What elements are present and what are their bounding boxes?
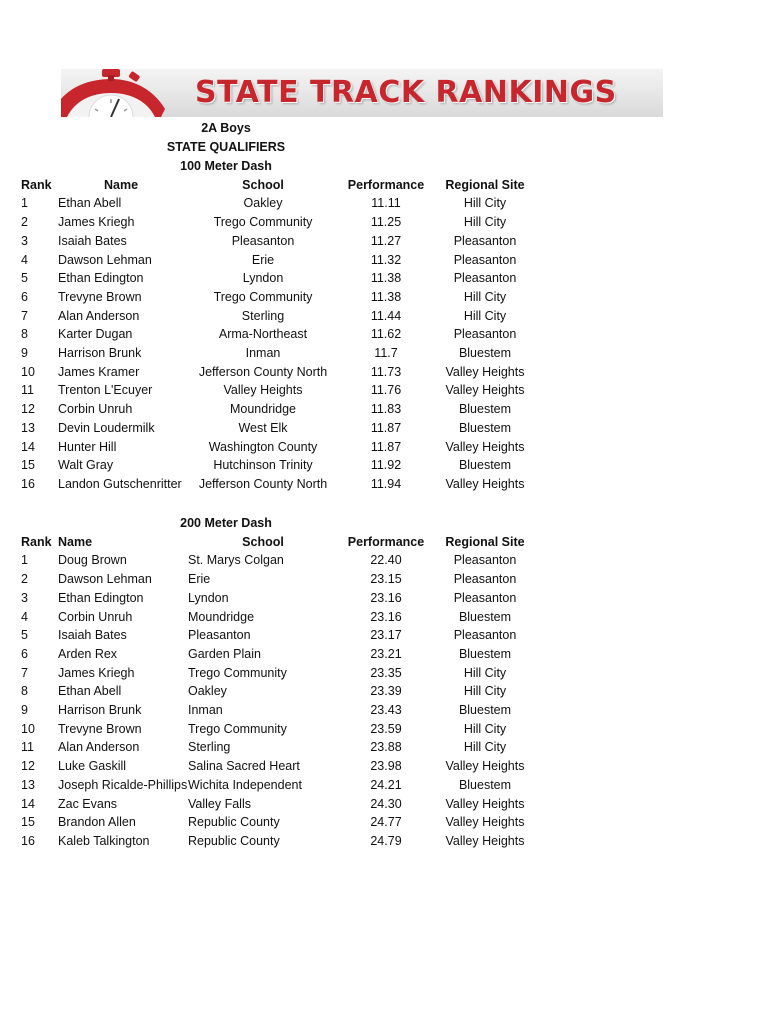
event-title: 100 Meter Dash: [180, 159, 272, 173]
column-header-performance: Performance: [347, 177, 425, 192]
cell-regional-site: Bluestem: [458, 458, 512, 473]
cell-regional-site: Bluestem: [458, 646, 512, 661]
cell-regional-site: Bluestem: [458, 777, 512, 792]
cell-rank: 11: [21, 383, 34, 398]
table-row: [0, 419, 768, 438]
cell-school: Trego Community: [188, 665, 287, 680]
table-row: [0, 232, 768, 251]
cell-school: Arma-Northeast: [218, 327, 308, 342]
cell-school: Moundridge: [188, 609, 255, 624]
cell-name: Ethan Abell: [58, 684, 122, 699]
cell-rank: 7: [21, 308, 28, 323]
cell-name: Ethan Abell: [58, 196, 122, 211]
cell-school: Trego Community: [213, 289, 313, 304]
cell-rank: 13: [21, 777, 35, 792]
table-header: [0, 176, 768, 195]
cell-name: James Kriegh: [58, 665, 135, 680]
cell-regional-site: Valley Heights: [445, 815, 525, 830]
table-row: [0, 776, 768, 795]
cell-rank: 1: [21, 553, 28, 568]
table-row: [0, 325, 768, 344]
column-header-rank: Rank: [21, 534, 52, 549]
cell-regional-site: Valley Heights: [445, 796, 525, 811]
cell-rank: 13: [21, 420, 35, 435]
cell-regional-site: Bluestem: [458, 703, 512, 717]
cell-regional-site: Hill City: [463, 721, 507, 736]
cell-performance: 11.76: [370, 383, 402, 398]
cell-rank: 2: [21, 572, 28, 587]
cell-rank: 2: [21, 215, 28, 230]
cell-school: Jefferson County North: [198, 364, 328, 379]
cell-performance: 23.16: [370, 590, 402, 605]
cell-performance: 11.94: [370, 476, 402, 491]
table-row: [0, 608, 768, 627]
cell-name: Dawson Lehman: [58, 572, 152, 587]
cell-name: Doug Brown: [58, 553, 127, 568]
cell-regional-site: Pleasanton: [453, 572, 517, 587]
cell-performance: 23.43: [370, 703, 402, 717]
cell-rank: 3: [21, 590, 28, 605]
event-title: 200 Meter Dash: [180, 516, 272, 530]
cell-name: Landon Gutschenritter: [58, 476, 182, 491]
table-row: [0, 551, 768, 570]
cell-regional-site: Valley Heights: [445, 476, 525, 491]
cell-performance: 11.25: [370, 215, 402, 230]
qualifiers-heading: STATE QUALIFIERS: [166, 140, 286, 154]
cell-name: James Kriegh: [58, 215, 135, 230]
table-row: [0, 288, 768, 307]
cell-regional-site: Hill City: [463, 665, 507, 680]
table-row: [0, 456, 768, 475]
cell-regional-site: Pleasanton: [453, 271, 517, 286]
cell-rank: 4: [21, 252, 28, 267]
cell-name: James Kramer: [58, 364, 140, 379]
cell-school: Garden Plain: [188, 646, 261, 661]
cell-performance: 11.87: [370, 439, 402, 454]
cell-school: Oakley: [188, 684, 227, 699]
column-header-regional-site: Regional Site: [445, 534, 525, 549]
cell-regional-site: Bluestem: [458, 346, 512, 360]
table-row: [0, 381, 768, 400]
table-header: [0, 533, 768, 552]
table-row: [0, 701, 768, 720]
table-row: [0, 251, 768, 270]
cell-rank: 8: [21, 684, 28, 699]
cell-rank: 6: [21, 289, 28, 304]
cell-rank: 12: [21, 759, 35, 774]
column-header-name: Name: [103, 177, 139, 192]
table-row: [0, 269, 768, 288]
table-row: [0, 570, 768, 589]
cell-rank: 15: [21, 815, 35, 830]
cell-rank: 10: [21, 364, 35, 379]
cell-name: Luke Gaskill: [58, 759, 127, 774]
table-row: [0, 400, 768, 419]
column-header-regional-site: Regional Site: [445, 177, 525, 192]
cell-regional-site: Valley Heights: [445, 364, 525, 379]
division-heading: 2A Boys: [201, 121, 251, 135]
cell-school: Inman: [188, 703, 223, 717]
column-header-name: Name: [58, 534, 93, 549]
cell-school: Moundridge: [229, 402, 297, 417]
cell-name: Arden Rex: [58, 646, 118, 661]
table-row: [0, 757, 768, 776]
cell-school: St. Marys Colgan: [188, 553, 284, 568]
cell-school: Lyndon: [242, 271, 284, 286]
cell-rank: 14: [21, 439, 35, 454]
cell-regional-site: Hill City: [463, 196, 507, 211]
cell-regional-site: Pleasanton: [453, 553, 517, 568]
cell-performance: 22.40: [370, 553, 402, 568]
cell-performance: 23.88: [370, 740, 402, 755]
cell-rank: 9: [21, 346, 28, 360]
cell-performance: 23.98: [370, 759, 402, 774]
cell-name: Trevyne Brown: [58, 289, 142, 304]
cell-name: Trevyne Brown: [58, 721, 142, 736]
cell-school: Trego Community: [213, 215, 313, 230]
cell-name: Isaiah Bates: [58, 628, 127, 643]
cell-school: Erie: [188, 572, 211, 587]
cell-school: Oakley: [243, 196, 283, 211]
cell-performance: 23.21: [370, 646, 402, 661]
cell-name: Isaiah Bates: [58, 233, 127, 248]
table-row: [0, 363, 768, 382]
cell-regional-site: Bluestem: [458, 420, 512, 435]
cell-rank: 7: [21, 665, 28, 680]
column-header-school: School: [242, 534, 284, 549]
table-row: [0, 795, 768, 814]
cell-regional-site: Pleasanton: [453, 628, 517, 643]
stopwatch-icon: [61, 69, 171, 117]
cell-performance: 11.32: [370, 252, 402, 267]
cell-regional-site: Pleasanton: [453, 252, 517, 267]
cell-school: Republic County: [188, 815, 280, 830]
table-row: [0, 682, 768, 701]
table-row: [0, 344, 768, 363]
cell-performance: 23.15: [370, 572, 402, 587]
column-header-rank: Rank: [21, 177, 52, 192]
table-row: [0, 832, 768, 851]
table-row: [0, 213, 768, 232]
cell-performance: 11.83: [370, 402, 402, 417]
cell-name: Harrison Brunk: [58, 703, 142, 717]
cell-name: Ethan Edington: [58, 590, 144, 605]
cell-rank: 5: [21, 628, 28, 643]
cell-performance: 24.79: [370, 833, 402, 848]
cell-name: Zac Evans: [58, 796, 118, 811]
table-row: [0, 626, 768, 645]
cell-rank: 6: [21, 646, 28, 661]
cell-performance: 24.77: [370, 815, 402, 830]
cell-school: Salina Sacred Heart: [188, 759, 300, 774]
column-header-school: School: [242, 177, 284, 192]
cell-name: Alan Anderson: [58, 308, 140, 323]
table-row: [0, 307, 768, 326]
cell-performance: 11.38: [370, 289, 402, 304]
cell-regional-site: Hill City: [463, 740, 507, 755]
cell-performance: 11.27: [370, 233, 402, 248]
cell-rank: 11: [21, 740, 34, 755]
cell-rank: 16: [21, 476, 35, 491]
cell-regional-site: Pleasanton: [453, 327, 517, 342]
cell-school: Lyndon: [188, 590, 229, 605]
column-header-performance: Performance: [347, 534, 425, 549]
cell-rank: 4: [21, 609, 28, 624]
table-row: [0, 813, 768, 832]
cell-name: Joseph Ricalde-Phillips: [58, 777, 188, 792]
banner-title: STATE TRACK RANKINGS: [195, 75, 617, 110]
cell-regional-site: Valley Heights: [445, 759, 525, 774]
cell-rank: 15: [21, 458, 35, 473]
cell-regional-site: Hill City: [463, 684, 507, 699]
cell-performance: 23.16: [370, 609, 402, 624]
cell-rank: 3: [21, 233, 28, 248]
cell-performance: 11.38: [370, 271, 402, 286]
cell-rank: 9: [21, 703, 28, 717]
cell-school: Erie: [251, 252, 275, 267]
cell-regional-site: Valley Heights: [445, 439, 525, 454]
table-row: [0, 438, 768, 457]
cell-name: Trenton L'Ecuyer: [58, 383, 153, 398]
table-row: [0, 475, 768, 494]
cell-school: Sterling: [241, 308, 285, 323]
cell-performance: 24.21: [370, 777, 402, 792]
cell-performance: 11.87: [370, 420, 402, 435]
cell-school: Sterling: [188, 740, 231, 755]
table-row: [0, 589, 768, 608]
cell-rank: 10: [21, 721, 35, 736]
cell-name: Dawson Lehman: [58, 252, 152, 267]
cell-name: Alan Anderson: [58, 740, 140, 755]
cell-school: Hutchinson Trinity: [213, 458, 313, 473]
cell-school: Wichita Independent: [188, 777, 302, 792]
cell-performance: 23.17: [370, 628, 402, 643]
cell-rank: 16: [21, 833, 35, 848]
cell-performance: 11.11: [371, 196, 401, 211]
cell-school: Washington County: [208, 439, 318, 454]
cell-performance: 11.44: [370, 308, 402, 323]
table-row: [0, 738, 768, 757]
cell-rank: 12: [21, 402, 35, 417]
cell-name: Brandon Allen: [58, 815, 136, 830]
cell-performance: 11.92: [370, 458, 402, 473]
cell-regional-site: Bluestem: [458, 402, 512, 417]
cell-name: Harrison Brunk: [58, 346, 142, 360]
table-row: [0, 194, 768, 213]
cell-school: Inman: [245, 346, 281, 360]
cell-name: Walt Gray: [58, 458, 114, 473]
cell-school: Valley Falls: [188, 796, 251, 811]
cell-school: Valley Heights: [223, 383, 303, 398]
cell-regional-site: Hill City: [463, 289, 507, 304]
cell-performance: 23.35: [370, 665, 402, 680]
cell-school: Pleasanton: [231, 233, 295, 248]
cell-regional-site: Hill City: [463, 215, 507, 230]
cell-name: Kaleb Talkington: [58, 833, 150, 848]
cell-school: Jefferson County North: [198, 476, 328, 491]
cell-regional-site: Hill City: [463, 308, 507, 323]
banner: [61, 69, 663, 117]
cell-name: Ethan Edington: [58, 271, 144, 286]
table-row: [0, 664, 768, 683]
cell-performance: 24.30: [370, 796, 402, 811]
cell-name: Karter Dugan: [58, 327, 133, 342]
cell-performance: 23.39: [370, 684, 402, 699]
cell-school: Pleasanton: [188, 628, 251, 643]
table-row: [0, 645, 768, 664]
cell-name: Corbin Unruh: [58, 609, 133, 624]
cell-rank: 14: [21, 796, 35, 811]
cell-regional-site: Pleasanton: [453, 233, 517, 248]
cell-performance: 23.59: [370, 721, 402, 736]
cell-rank: 1: [21, 196, 28, 211]
cell-regional-site: Pleasanton: [453, 590, 517, 605]
cell-name: Devin Loudermilk: [58, 420, 155, 435]
table-row: [0, 720, 768, 739]
cell-school: Trego Community: [188, 721, 287, 736]
cell-school: West Elk: [238, 420, 288, 435]
cell-performance: 11.7: [374, 346, 398, 360]
cell-rank: 5: [21, 271, 28, 286]
cell-regional-site: Bluestem: [458, 609, 512, 624]
cell-regional-site: Valley Heights: [445, 833, 525, 848]
cell-school: Republic County: [188, 833, 280, 848]
cell-name: Hunter Hill: [58, 439, 117, 454]
cell-performance: 11.62: [370, 327, 402, 342]
cell-regional-site: Valley Heights: [445, 383, 525, 398]
cell-rank: 8: [21, 327, 28, 342]
cell-name: Corbin Unruh: [58, 402, 133, 417]
cell-performance: 11.73: [370, 364, 402, 379]
